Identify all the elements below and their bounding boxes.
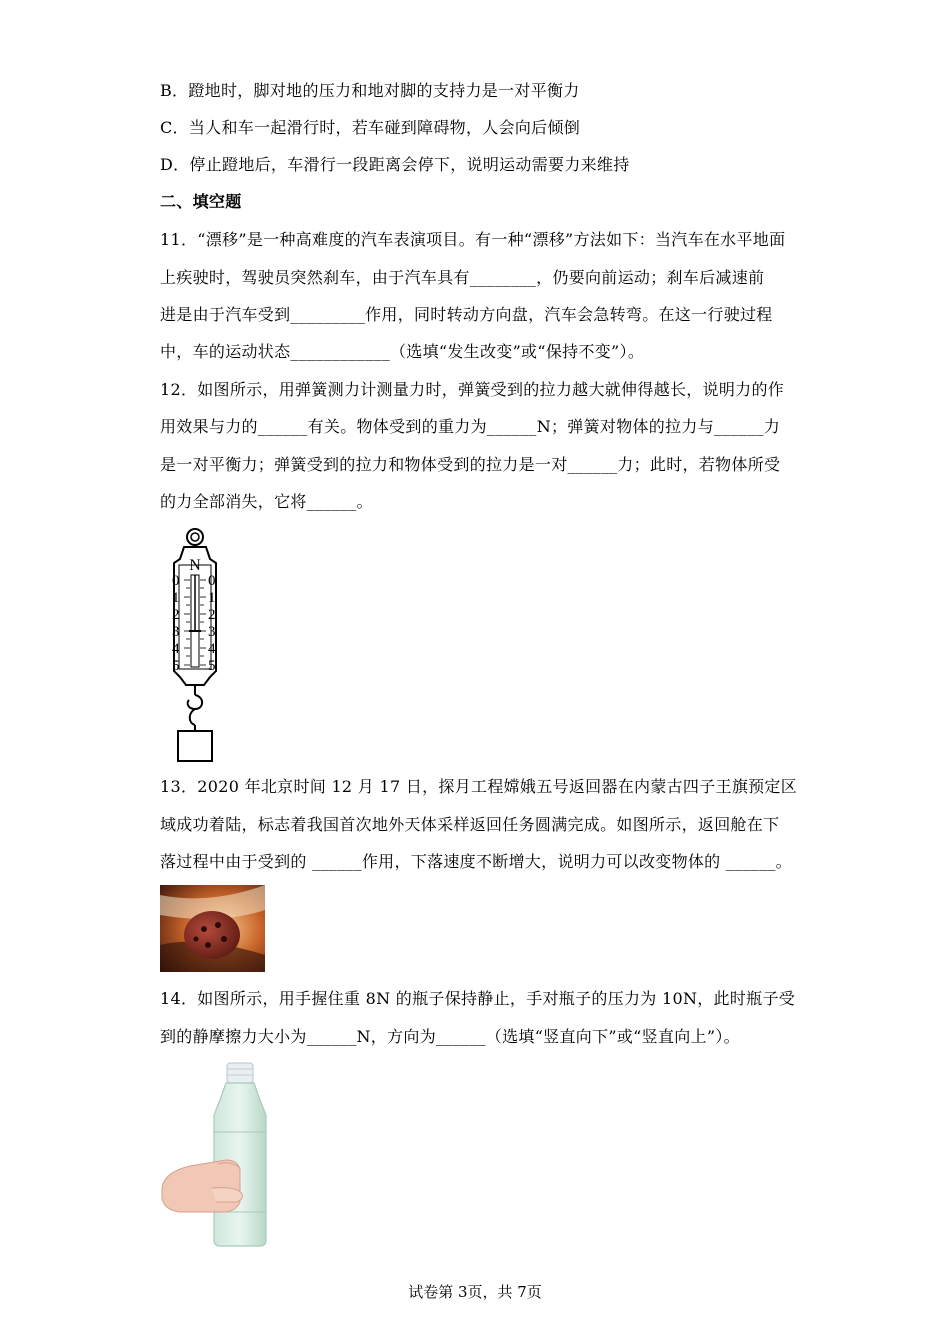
option-b: B．蹬地时，脚对地的压力和地对脚的支持力是一对平衡力 xyxy=(160,81,580,100)
bottle-in-hand-image xyxy=(160,1060,270,1248)
q12-line: 12．如图所示，用弹簧测力计测量力时，弹簧受到的拉力越大就伸得越长，说明力的作 xyxy=(160,380,785,399)
q14-line: 14．如图所示，用手握住重 8N 的瓶子保持静止，手对瓶子的压力为 10N，此时瓶子受 xyxy=(160,989,796,1008)
option-c: C．当人和车一起滑行时，若车碰到障碍物，人会向后倾倒 xyxy=(160,118,581,137)
scale-tick-label: 4 xyxy=(208,641,216,657)
q11-line: 进是由于汽车受到_________作用，同时转动方向盘，汽车会急转弯。在这一行驶过程 xyxy=(160,305,773,324)
return-capsule-image xyxy=(160,885,265,972)
scale-tick-label: 0 xyxy=(208,573,216,589)
q11-line: 11．“漂移”是一种高难度的汽车表演项目。有一种“漂移”方法如下：当汽车在水平地面 xyxy=(160,230,786,249)
spring-scale-figure xyxy=(160,525,230,765)
q11-line: 上疾驶时，驾驶员突然刹车，由于汽车具有________，仍要向前运动；刹车后减速前 xyxy=(160,268,765,287)
q14-line: 到的静摩擦力大小为______N，方向为______（选填“竖直向下”或“竖直向上”）。 xyxy=(160,1027,740,1046)
scale-tick-label: 5 xyxy=(172,658,180,674)
q13-line: 域成功着陆，标志着我国首次地外天体采样返回任务圆满完成。如图所示，返回舱在下 xyxy=(160,815,780,834)
q13-line: 落过程中由于受到的 ______作用，下落速度不断增大，说明力可以改变物体的 ______。 xyxy=(160,852,792,871)
scale-tick-label: 0 xyxy=(172,573,180,589)
scale-tick-label: 2 xyxy=(208,607,216,623)
section-title: 二、填空题 xyxy=(160,192,242,211)
scale-tick-label: 3 xyxy=(172,624,180,640)
q13-line: 13．2020 年北京时间 12 月 17 日，探月工程嫦娥五号返回器在内蒙古四子王旗预定区 xyxy=(160,777,798,796)
scale-unit-label: N xyxy=(189,557,201,574)
scale-tick-label: 4 xyxy=(172,641,180,657)
page-footer: 试卷第 3页，共 7页 xyxy=(408,1283,542,1301)
q12-line: 是一对平衡力；弹簧受到的拉力和物体受到的拉力是一对______力；此时，若物体所受 xyxy=(160,455,781,474)
scale-tick-label: 1 xyxy=(208,590,216,606)
q12-line: 的力全部消失，它将______。 xyxy=(160,492,373,511)
q12-line: 用效果与力的______有关。物体受到的重力为______N；弹簧对物体的拉力与______力 xyxy=(160,417,781,436)
scale-tick-label: 1 xyxy=(172,590,180,606)
scale-tick-label: 3 xyxy=(208,624,216,640)
option-d: D．停止蹬地后，车滑行一段距离会停下，说明运动需要力来维持 xyxy=(160,155,630,174)
scale-tick-label: 5 xyxy=(208,658,216,674)
q11-line: 中，车的运动状态____________（选填“发生改变”或“保持不变”）。 xyxy=(160,342,645,361)
scale-tick-label: 2 xyxy=(172,607,180,623)
